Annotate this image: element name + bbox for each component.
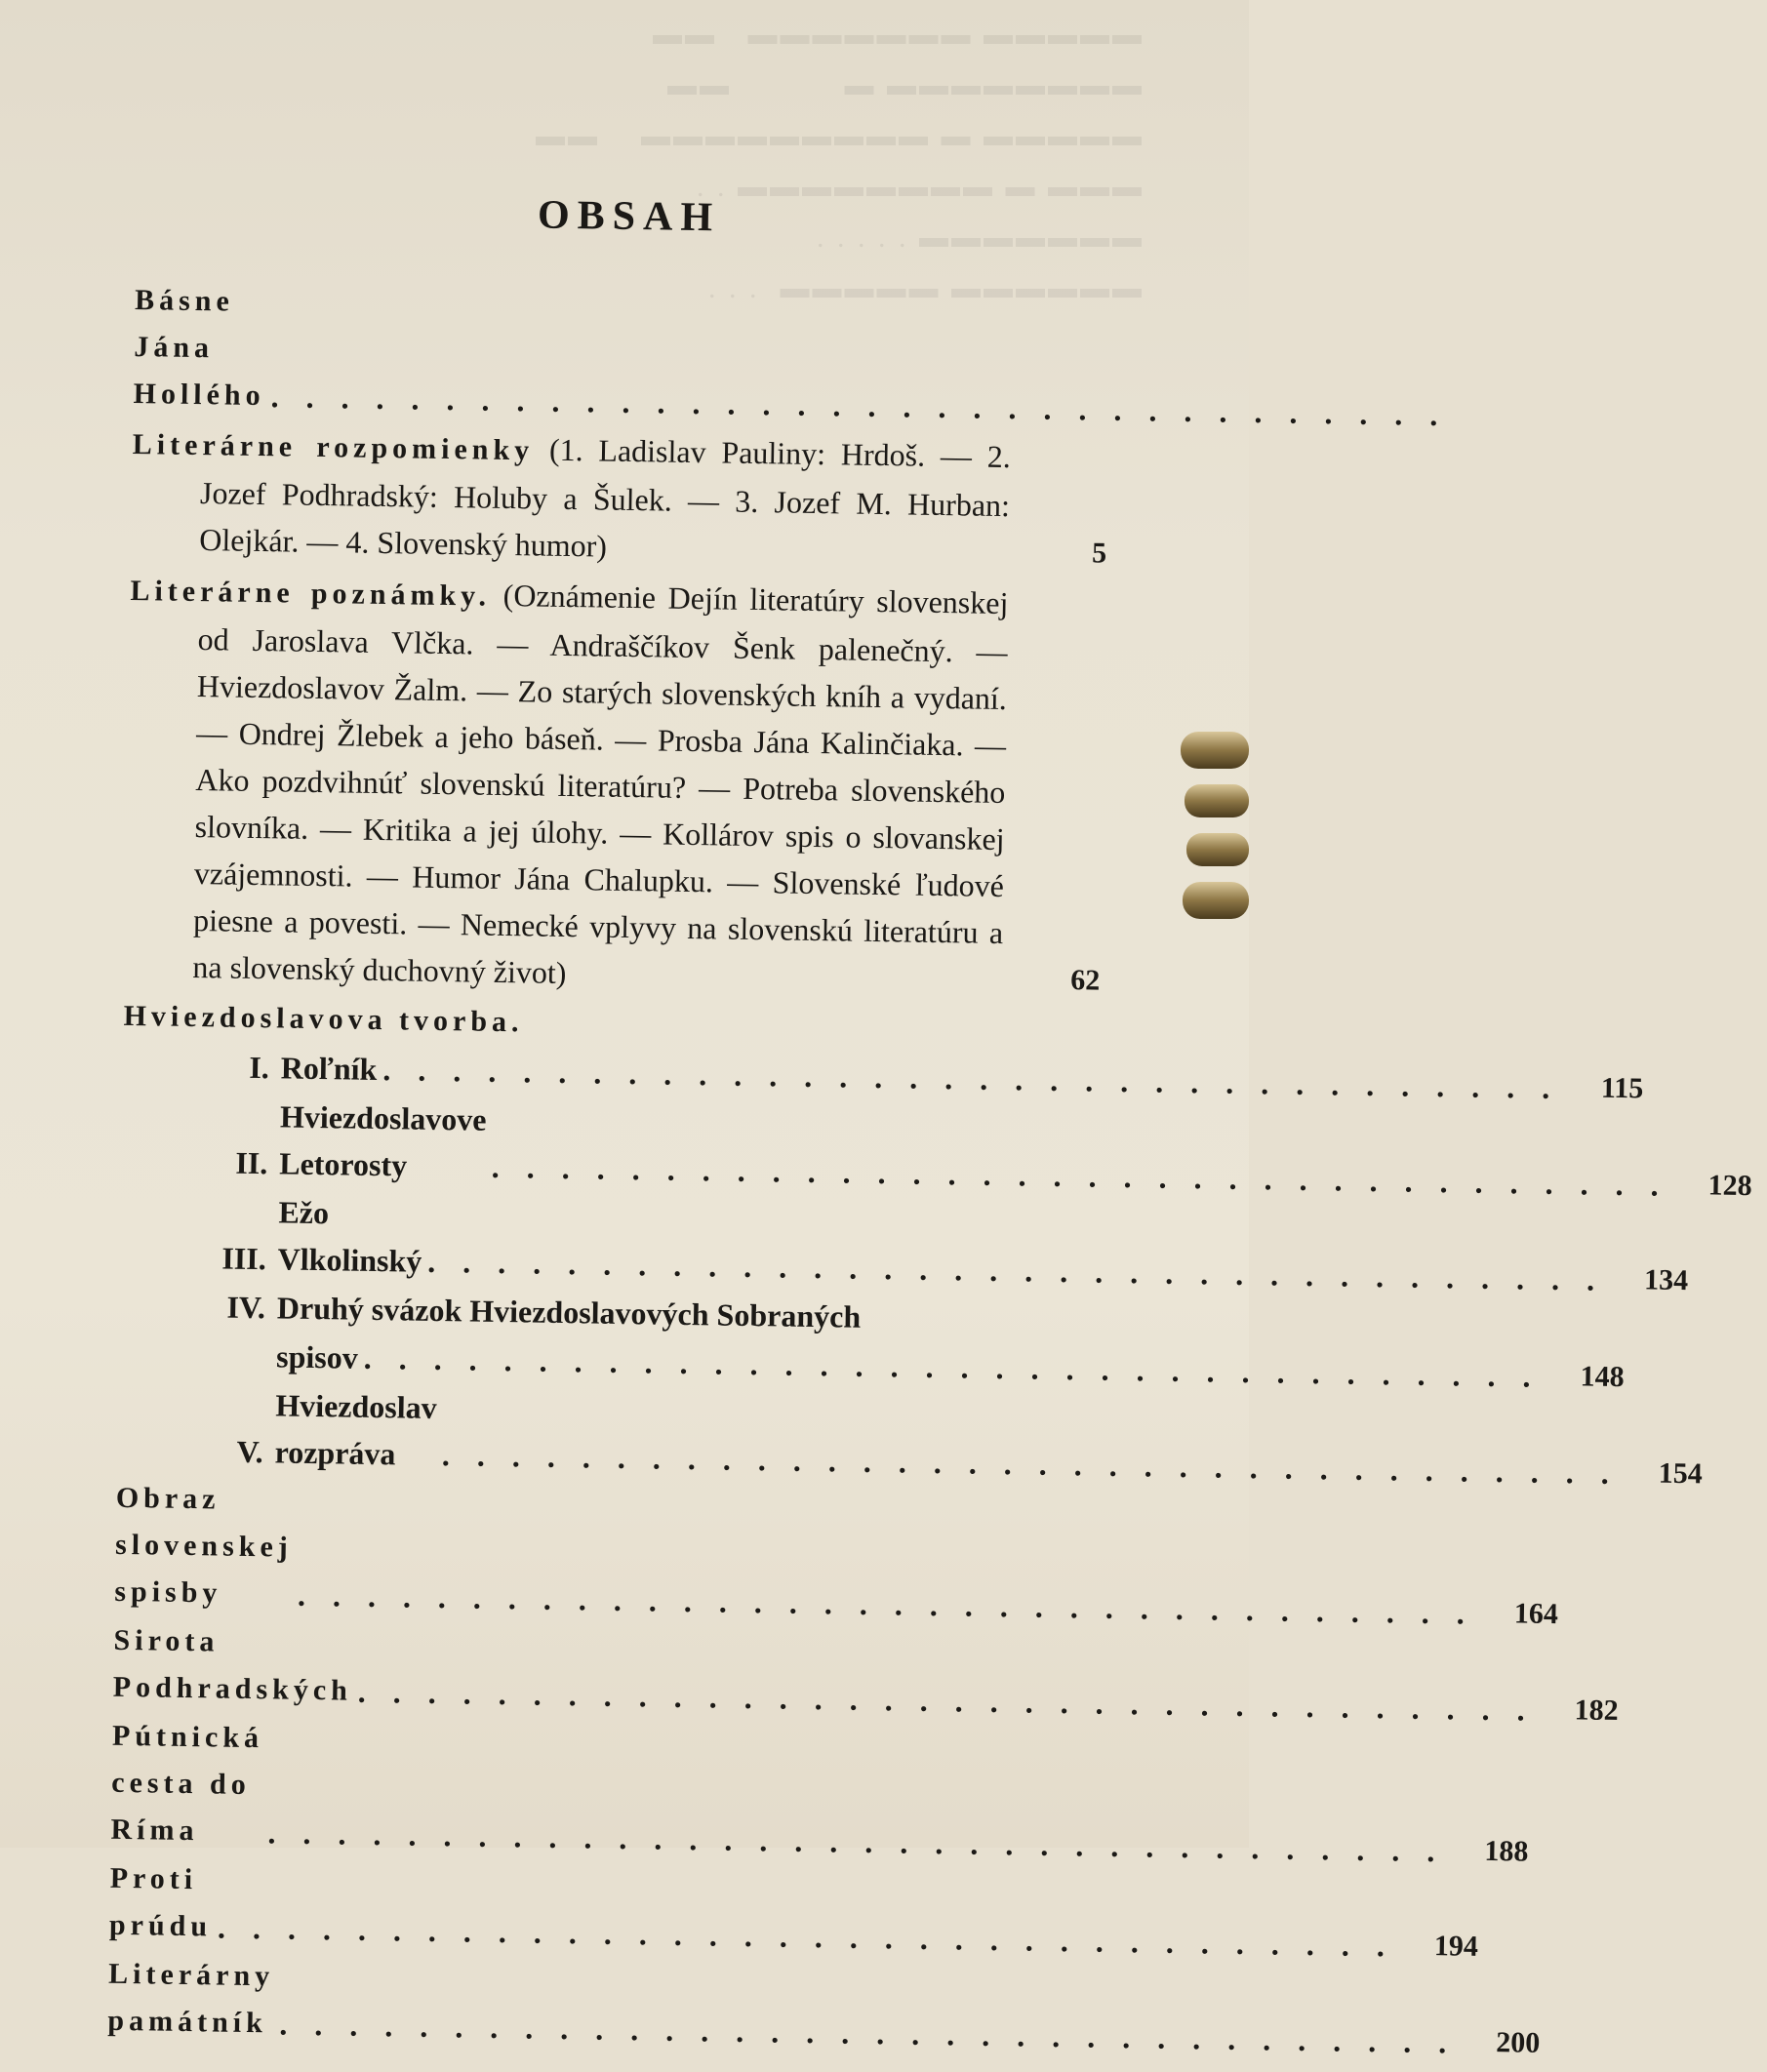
dot-leader: . . . . . . . . . . . . . . . . . . . . . . . . . . . . . . . . . . <box>382 1052 1560 1106</box>
toc-entry-label: Pútnická cesta do Ríma <box>110 1719 264 1848</box>
toc-entry-page: 188 <box>1484 1834 1529 1868</box>
roman-numeral: V. <box>236 1433 263 1470</box>
toc-entry-label: Literárny památník <box>107 1957 275 2040</box>
toc-entry <box>131 419 1108 578</box>
toc-entry-page: 62 <box>1070 964 1101 997</box>
toc-section-heading: Hviezdoslavova tvorba. <box>123 999 524 1039</box>
toc-subentry-page: 154 <box>1658 1456 1704 1491</box>
dot-leader: . . . . . . . . . . . . . . . . . . . . . . . . . . . . . . . . . . <box>279 2006 1457 2060</box>
toc-entry <box>133 277 1448 433</box>
toc-entry-page: 194 <box>1433 1930 1479 1963</box>
toc-entry-page: 182 <box>1574 1693 1619 1728</box>
toc-subentry <box>116 1379 1704 1492</box>
bleed-through-text: ▬▬▬▬▬ ▬▬▬▬▬▬▬ ▬▬ ▬▬▬▬▬▬▬▬ ▬ ▬▬ ▬▬▬▬▬ ▬ ▬▬▬▬▬▬▬▬▬ ▬▬ ▬▬▬ ▬ ▬▬▬▬▬▬▬▬ . . ▬▬▬▬▬▬▬ . . . . . ▬▬▬▬▬▬ ▬▬▬▬▬ . . . <box>533 19 1142 304</box>
toc-entry-detail: (Oznámenie Dejín literatúry slovenskej od Jaroslava Vlčka. — Andraščíkov Šenk palenečný. — Hviezdoslavov Žalm. — Zo starých slovenských kníh a vydaní. — Ondrej Žlebek a jeho báseň. — Prosba Jána Kalinčiaka. — Ako pozdvihnúť slovenskú literatúru? — Potreba slovenského slovníka. — Kritika a jej úlohy. — Kollárov spis o slovanskej vzájemnosti. — Humor Jána Chalupku. — Slovenské ľudové piesne a povesti. — Nemecké vplyvy na slovenskú literatúru a na slovenský duchovný život) <box>192 577 1009 991</box>
toc-subentry-label: Druhý svázok Hviezdoslavových Sobraných <box>276 1290 862 1335</box>
toc-entry-detail: (1. Ladislav Pauliny: Hrdoš. — 2. Jozef Podhradský: Holuby a Šulek. — 3. Jozef M. Hurban: Olejkár. — 4. Slovenský humor) <box>199 431 1012 564</box>
toc-subentry-label: Hviezdoslav rozpráva <box>274 1387 437 1472</box>
toc-subentry-page: 115 <box>1600 1071 1644 1105</box>
roman-numeral: IV. <box>226 1289 266 1326</box>
toc-entry-label: Proti prúdu <box>108 1861 213 1943</box>
dot-leader: . . . . . . . . . . . . . . . . . . . . . . . . . . . . . . . . . . <box>297 1576 1475 1631</box>
toc-entry-page: 200 <box>1495 2026 1541 2059</box>
roman-numeral: I. <box>249 1049 270 1086</box>
toc-entry-text <box>131 419 1030 576</box>
toc-entry-label: Literárne poznámky. <box>130 574 492 613</box>
toc-entry-label: Básne Jána Hollého <box>133 283 265 413</box>
toc-entry-label: Obraz slovenskej spisby <box>114 1481 294 1610</box>
toc-entry <box>124 566 1106 1005</box>
dot-leader: . . . . . . . . . . . . . . . . . . . . . . . . . . . . . . . . . . <box>441 1437 1620 1492</box>
dot-leader: . . . . . . . . . . . . . . . . . . . . . . . . . . . . . . . . . . <box>427 1243 1605 1297</box>
toc-subentry <box>119 1186 1689 1297</box>
toc-subentry-label-cont: spisov <box>275 1338 359 1375</box>
toc-entry-text <box>124 566 1028 1003</box>
toc-entry-page: 5 <box>1091 537 1107 570</box>
dot-leader: . . . . . . . . . . . . . . . . . . . . . . . . . . . . . . . . . . <box>270 379 1448 433</box>
page-title: OBSAH <box>537 192 721 241</box>
toc-subentry-label: Hviezdoslavove Letorosty <box>278 1098 487 1183</box>
dot-leader: . . . . . . . . . . . . . . . . . . . . . . . . . . . . . . . . . . <box>357 1673 1535 1728</box>
toc-entry-page <box>1453 438 1531 439</box>
toc-subentry-page: 148 <box>1580 1360 1625 1394</box>
roman-numeral: III. <box>221 1240 267 1277</box>
toc-entry <box>110 1713 1529 1869</box>
toc-subentry-label: Roľník <box>280 1050 378 1087</box>
brass-binder-clip <box>1181 732 1249 956</box>
dot-leader: . . . . . . . . . . . . . . . . . . . . . . . . . . . . . . . . . . <box>491 1148 1668 1203</box>
toc-subentry-page: 128 <box>1707 1169 1752 1203</box>
toc-subentry <box>121 1091 1752 1203</box>
toc-entry <box>107 1951 1541 2060</box>
roman-numeral: II. <box>235 1144 268 1181</box>
toc-entry <box>114 1475 1559 1631</box>
toc-entry-label: Literárne rozpomienky <box>132 427 535 467</box>
toc-entry-label: Sirota Podhradských <box>112 1623 353 1707</box>
toc-subentry-label: Ežo Vlkolinský <box>277 1194 422 1279</box>
dot-leader: . . . . . . . . . . . . . . . . . . . . . . . . . . . . . . . . . . <box>217 1909 1395 1964</box>
toc-entry <box>108 1855 1479 1965</box>
dot-leader: . . . . . . . . . . . . . . . . . . . . . . . . . . . . . . . . . . <box>363 1339 1541 1394</box>
dot-leader: . . . . . . . . . . . . . . . . . . . . . . . . . . . . . . . . . . <box>267 1814 1445 1869</box>
toc-entry-page: 164 <box>1513 1597 1559 1631</box>
table-of-contents <box>107 185 1752 2061</box>
toc-subentry-page: 134 <box>1643 1263 1689 1297</box>
toc-entry <box>112 1617 1619 1728</box>
